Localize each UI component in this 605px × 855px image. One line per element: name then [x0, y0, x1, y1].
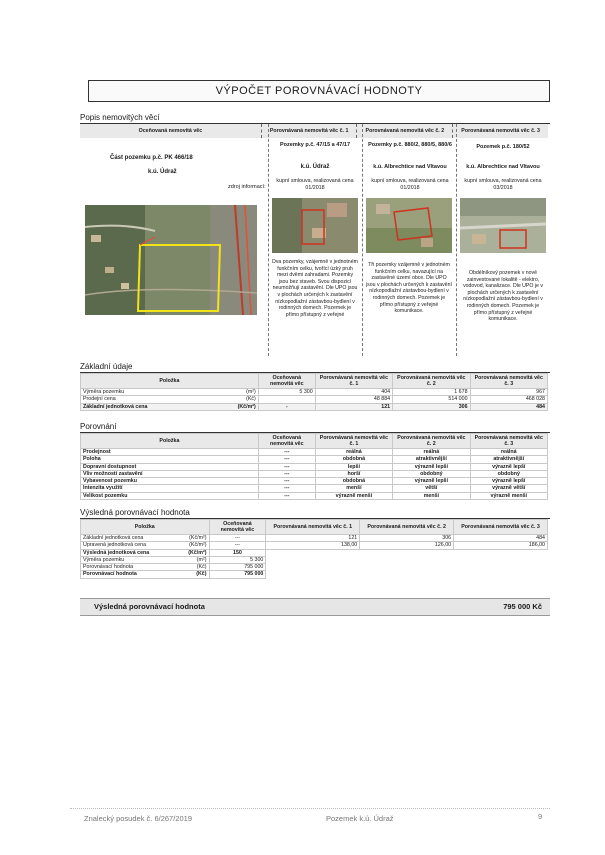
cell-c1: obdobná — [315, 456, 392, 463]
cell-c3: 468 028 — [470, 396, 547, 403]
header-c1: Porovnávaná nemovitá věc č. 1 — [315, 434, 392, 449]
c2-parcel: Pozemky p.č. 880/2, 880/5, 880/6 — [368, 142, 452, 148]
cell-c1: 121 — [315, 403, 392, 410]
section-heading-zakladni: Základní údaje — [80, 362, 133, 371]
header-c1: Porovnávaná nemovitá věc č. 1 — [266, 520, 360, 535]
section-heading-porovnani: Porovnání — [80, 422, 117, 431]
c3-description: Obdélníkový pozemek v nově zainvestované lokalitě - elektro, vodovod, kanalizace. Dle UPO je v plochách určených k zastavění nízkopodlažní zástavbou-bydlení v rodinných domech. Pozemek je přímo přístupný z veřejné komunikace. — [463, 270, 543, 323]
table-row — [81, 396, 548, 403]
row-label: Základní jednotková cena — [83, 403, 148, 410]
row-label: Výměra pozemku — [83, 389, 125, 395]
subject-parcel: Část pozemku p.č. PK 466/18 — [110, 155, 193, 161]
c2-ku: k.ú. Albrechtice nad Vltavou — [373, 164, 447, 170]
cell-subject: --- — [258, 485, 315, 492]
table-row — [81, 478, 548, 485]
header-subject: Oceňovaná nemovitá věc — [80, 124, 261, 138]
header-c2: Porovnávaná nemovitá věc č. 2 — [393, 374, 470, 389]
cell-c3: výrazně větší — [470, 485, 547, 492]
table-row — [81, 389, 548, 396]
cell-c2: 514 000 — [393, 396, 470, 403]
footer-property: Pozemek k.ú. Údraž — [326, 814, 394, 823]
header-c3: Porovnávaná nemovitá věc č. 3 — [453, 124, 548, 138]
cell-subject: 795 000 — [209, 571, 266, 578]
header-item: Položka — [81, 434, 259, 449]
c2-source: kupní smlouva, realizovaná cena 01/2018 — [371, 178, 449, 191]
cell-c3: 484 — [454, 535, 548, 542]
row-unit: (m²) — [196, 556, 207, 563]
table-row — [81, 470, 548, 477]
header-c2: Porovnávaná nemovitá věc č. 2 — [360, 520, 454, 535]
source-label: zdroj informací: — [228, 184, 266, 190]
result-value: 795 000 Kč — [503, 602, 542, 611]
cell-c3: výrazně menší — [470, 492, 547, 499]
cell-subject: 5 300 — [258, 389, 315, 396]
cell-c2: výrazně lepší — [393, 478, 470, 485]
row-unit: (Kč) — [196, 571, 207, 578]
popis-table — [80, 124, 548, 138]
row-label: Základní jednotková cena — [83, 535, 144, 541]
cell-subject — [258, 396, 315, 403]
cell-c1: obdobná — [315, 478, 392, 485]
row-label: Prodejní cena — [83, 396, 116, 403]
cell-subject: --- — [258, 492, 315, 499]
row-label: Porovnávací hodnota — [83, 564, 134, 571]
row-label: Vliv možnosti zastavění — [81, 470, 259, 477]
row-label: Poloha — [81, 456, 259, 463]
cell-c2: reálná — [393, 449, 470, 456]
page-title: VÝPOČET POROVNÁVACÍ HODNOTY — [88, 80, 550, 102]
table-row — [81, 463, 548, 470]
row-label: Vybavenost pozemku — [81, 478, 259, 485]
header-subject: Oceňovaná nemovitá věc — [258, 374, 315, 389]
col-separator — [362, 124, 363, 356]
row-unit: (Kč/m²) — [189, 542, 207, 549]
row-unit: (m²) — [246, 389, 256, 395]
c1-source: kupní smlouva, realizovaná cena 01/2018 — [276, 178, 354, 191]
table-row — [81, 492, 548, 499]
cell-c2: 1 678 — [393, 389, 470, 396]
c1-description: Dva pozemky, vzájemně v jednotném funkčním celku, tvořící úzký pruh mezi dvěmi zahradami. Pozemky jsou bez staveb. Svou dispozicí neumožňují zastavění. Dle UPO jsou v plochách určených k zastavění nízkopodlažní zástavbou-bydlení v rodinných domech. Pozemek je přímo přístupný z veřejné — [272, 259, 358, 318]
header-subject: Oceňovaná nemovitá věc — [258, 434, 315, 449]
cell-c1: 121 — [266, 535, 360, 542]
footer-report-number: Znalecký posudek č. 6/267/2019 — [84, 814, 192, 823]
header-c2: Porovnávaná nemovitá věc č. 2 — [393, 434, 470, 449]
cell-c2: atraktivnější — [393, 456, 470, 463]
table-row — [81, 535, 548, 542]
table-row — [81, 403, 548, 410]
cell-c1: horší — [315, 470, 392, 477]
cell-c3: 967 — [470, 389, 547, 396]
table-row — [81, 542, 548, 549]
c1-ku: k.ú. Údraž — [300, 164, 330, 170]
cell-subject: 5 300 — [209, 556, 266, 563]
result-label: Výsledná porovnávací hodnota — [94, 602, 205, 611]
section-heading-popis: Popis nemovitých věcí — [80, 113, 160, 122]
section-heading-vysledna: Výsledná porovnávací hodnota — [80, 508, 190, 517]
row-label: Porovnávací hodnota — [83, 571, 137, 578]
row-label: Velikost pozemku — [81, 492, 259, 499]
c3-source: kupní smlouva, realizovaná cena 03/2018 — [464, 178, 542, 191]
row-unit: (Kč) — [196, 564, 207, 571]
cell-subject: - — [258, 403, 315, 410]
cell-c3: atraktivnější — [470, 456, 547, 463]
cell-subject: --- — [209, 542, 266, 549]
row-label: Intenzita využití — [81, 485, 259, 492]
cell-subject: --- — [258, 470, 315, 477]
subject-aerial-photo — [85, 205, 257, 315]
header-item: Položka — [81, 520, 210, 535]
cell-c3: reálná — [470, 449, 547, 456]
row-label: Prodejnost — [81, 449, 259, 456]
table-row — [81, 449, 548, 456]
c3-aerial-photo — [460, 198, 546, 253]
cell-c1: reálná — [315, 449, 392, 456]
table-row — [81, 549, 548, 556]
table-row — [81, 485, 548, 492]
footer-divider — [70, 808, 550, 809]
cell-c2: menší — [393, 492, 470, 499]
cell-c3: výrazně lepší — [470, 463, 547, 470]
cell-c1: menší — [315, 485, 392, 492]
cell-c1: lepší — [315, 463, 392, 470]
cell-c2: 306 — [360, 535, 454, 542]
row-label: Výměra pozemku — [83, 556, 125, 563]
cell-subject: --- — [258, 456, 315, 463]
c1-aerial-photo — [272, 198, 358, 253]
col-separator — [268, 124, 269, 356]
cell-subject: --- — [258, 463, 315, 470]
cell-subject: --- — [258, 449, 315, 456]
header-c1: Porovnávaná nemovitá věc č. 1 — [261, 124, 357, 138]
col-separator — [456, 124, 457, 356]
cell-c2: 306 — [393, 403, 470, 410]
table-row — [81, 564, 548, 571]
porovnani-table — [80, 433, 548, 500]
cell-c3: 186,00 — [454, 542, 548, 549]
cell-c1: výrazně menší — [315, 492, 392, 499]
row-label: Dopravní dostupnost — [81, 463, 259, 470]
cell-c1: 138,00 — [266, 542, 360, 549]
result-bar — [80, 598, 550, 616]
c2-aerial-photo — [366, 198, 452, 253]
header-c3: Porovnávaná nemovitá věc č. 3 — [454, 520, 548, 535]
header-c1: Porovnávaná nemovitá věc č. 1 — [315, 374, 392, 389]
cell-c3: 484 — [470, 403, 547, 410]
cell-c1: 48 884 — [315, 396, 392, 403]
cell-c3: obdobný — [470, 470, 547, 477]
c3-parcel: Pozemek p.č. 180/52 — [476, 144, 530, 150]
row-label: Výsledná jednotková cena — [83, 549, 150, 556]
table-row — [81, 571, 548, 578]
vysledna-table — [80, 519, 548, 579]
cell-c1: 404 — [315, 389, 392, 396]
cell-subject: --- — [209, 535, 266, 542]
cell-subject: 795 000 — [209, 564, 266, 571]
c3-ku: k.ú. Albrechtice nad Vltavou — [466, 164, 540, 170]
cell-subject: --- — [258, 478, 315, 485]
cell-c3: výrazně lepší — [470, 478, 547, 485]
header-c2: Porovnávaná nemovitá věc č. 2 — [357, 124, 453, 138]
header-c3: Porovnávaná nemovitá věc č. 3 — [470, 434, 547, 449]
row-label: Upravená jednotková cena — [83, 542, 147, 549]
cell-c2: 126,00 — [360, 542, 454, 549]
subject-ku: k.ú. Údraž — [148, 169, 177, 175]
cell-c2: větší — [393, 485, 470, 492]
cell-c2: obdobný — [393, 470, 470, 477]
header-subject: Oceňovaná nemovitá věc — [209, 520, 266, 535]
table-row — [81, 556, 548, 563]
row-unit: (Kč/m²) — [188, 549, 207, 556]
row-unit: (Kč/m²) — [189, 535, 207, 541]
cell-c2: výrazně lepší — [393, 463, 470, 470]
zakladni-table — [80, 373, 548, 411]
footer-page-number: 9 — [538, 812, 543, 821]
c2-description: Tři pozemky vzájemně v jednotném funkčním celku, navazující na zastavěné území obce. Dle UPO jsou v plochách určených k zastavění nízkopodlažní zástavbou-bydlení v rodinných domech. Pozemek je přímo přístupný z veřejné komunikace. — [366, 262, 452, 315]
c1-parcel: Pozemky p.č. 47/15 a 47/17 — [279, 142, 351, 148]
table-row — [81, 456, 548, 463]
header-c3: Porovnávaná nemovitá věc č. 3 — [470, 374, 547, 389]
cell-subject: 150 — [209, 549, 266, 556]
row-unit: (Kč/m²) — [237, 403, 256, 410]
header-item: Položka — [81, 374, 259, 389]
row-unit: (Kč) — [246, 396, 256, 403]
